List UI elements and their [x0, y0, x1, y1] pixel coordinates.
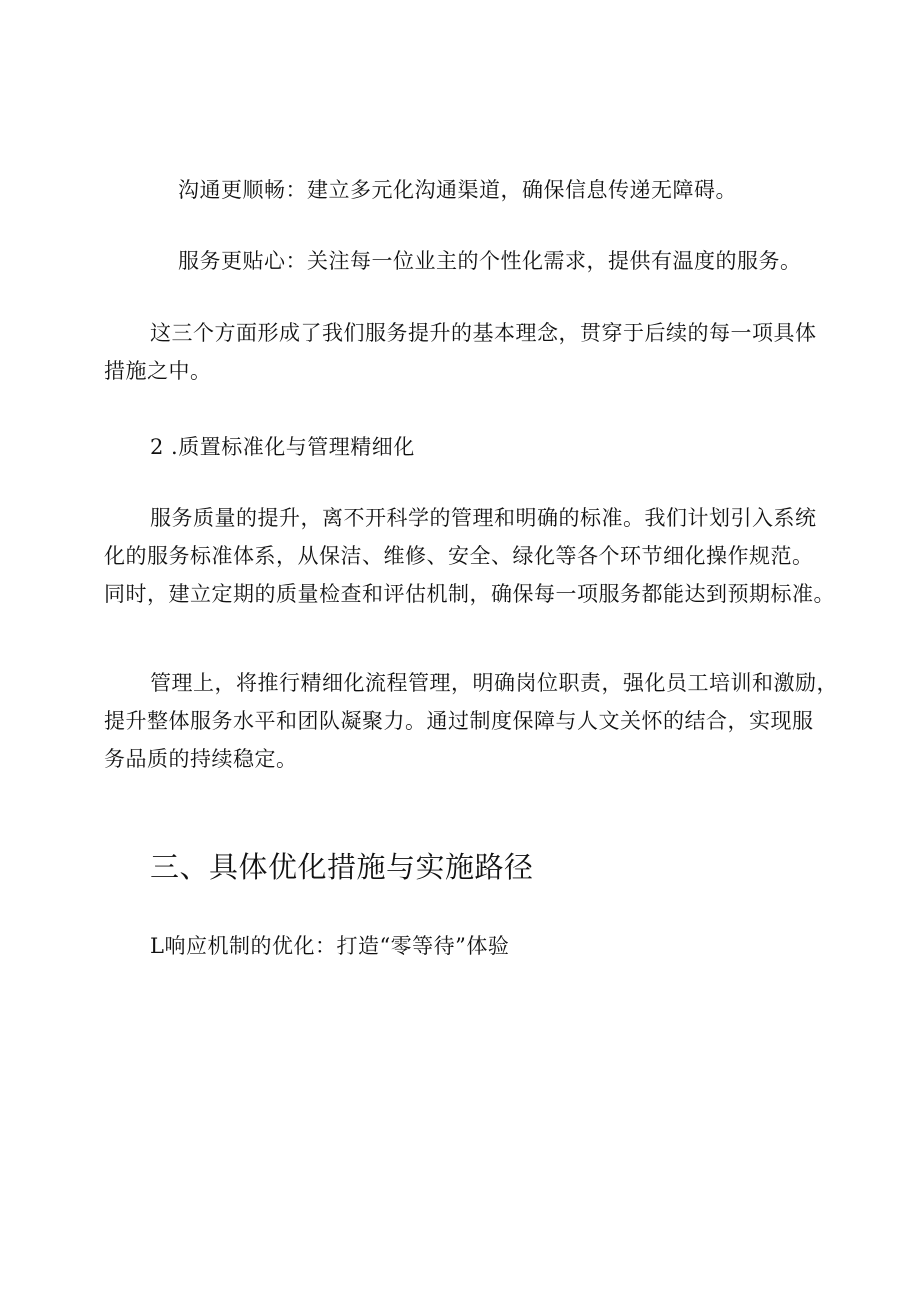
paragraph-line: 措施之中。 [104, 359, 212, 383]
subheading-quality-management: 2 .质置标准化与管理精细化 [150, 435, 415, 459]
subheading-response-mechanism: L响应机制的优化：打造“零等待”体验 [150, 934, 510, 958]
bullet-communication: 沟通更顺畅：建立多元化沟通渠道，确保信息传递无障碍。 [178, 178, 737, 202]
bullet-service: 服务更贴心：关注每一位业主的个性化需求，提供有温度的服务。 [178, 249, 802, 273]
management-paragraph [104, 664, 838, 778]
paragraph-line: 务品质的持续稳定。 [104, 747, 298, 771]
paragraph-line: 这三个方面形成了我们服务提升的基本理念，贯穿于后续的每一项具体 [150, 321, 817, 345]
summary-paragraph [104, 314, 834, 390]
paragraph-line: 服务质量的提升，离不开科学的管理和明确的标准。我们计划引入系统 [150, 506, 817, 530]
paragraph-line: 提升整体服务水平和团队凝聚力。通过制度保障与人文关怀的结合，实现服 [104, 709, 814, 733]
quality-paragraph [104, 499, 834, 613]
paragraph-line: 化的服务标准体系，从保洁、维修、安全、绿化等各个环节细化操作规范。 [104, 544, 814, 568]
section-heading-optimization-measures: 三、具体优化措施与实施路径 [150, 850, 534, 884]
paragraph-line: 管理上，将推行精细化流程管理，明确岗位职责，强化员工培训和激励， [150, 671, 838, 695]
paragraph-line: 同时，建立定期的质量检查和评估机制，确保每一项服务都能达到预期标准。 [104, 582, 835, 606]
